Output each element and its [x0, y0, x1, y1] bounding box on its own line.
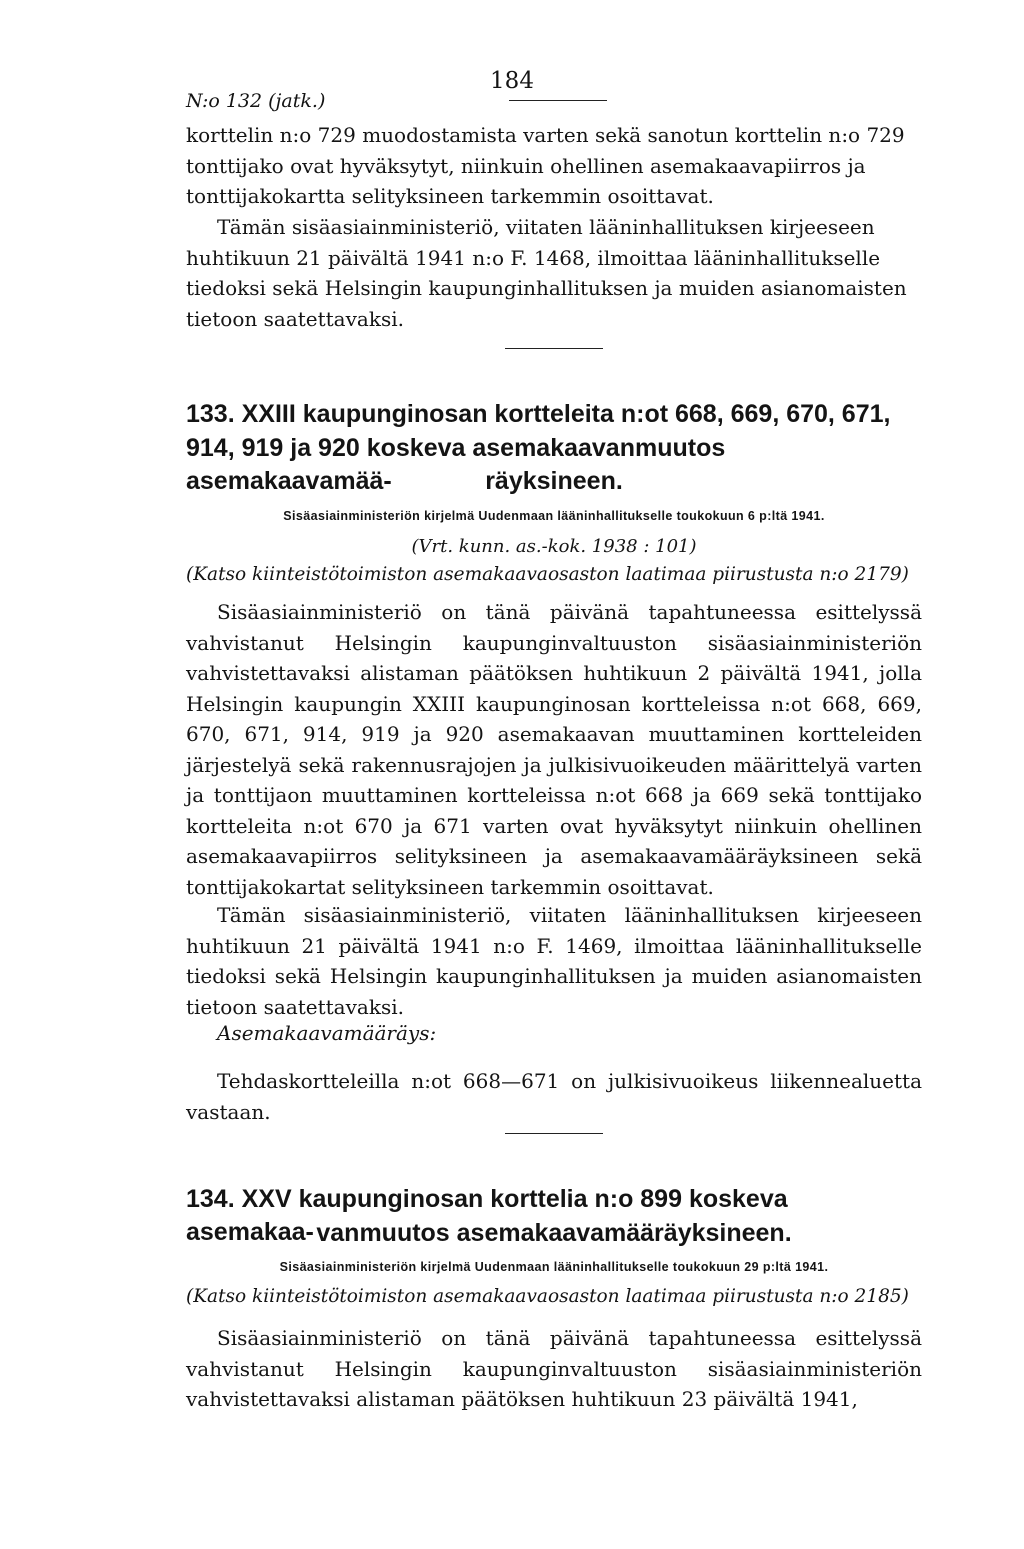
- section-divider-2: [505, 1133, 603, 1134]
- continuation-paragraph-2: Tämän sisäasiainministeriö, viitaten lääninhallituksen kirjeeseen huhtikuun 21 päivältä 1941 n:o F. 1468, ilmoittaa lääninhallitukselle tiedoksi sekä Helsingin kaupunginhallituksen ja muiden asianomaisten tietoon saatettavaksi.: [186, 215, 907, 331]
- section-133-reference: (Vrt. kunn. as.-kok. 1938 : 101): [411, 536, 697, 557]
- section-133-drawing-note: (Katso kiinteistötoimiston asemakaavaosaston laatimaa piirustusta n:o 2179): [186, 564, 909, 585]
- continuation-paragraph-1: korttelin n:o 729 muodostamista varten sekä sanotun korttelin n:o 729 tonttijako ovat hyväksytyt, niinkuin ohellinen asemakaavapiirros ja tonttijakokartta selityksineen tarkemmin osoittavat.: [186, 123, 905, 208]
- section-134-paragraph-1: Sisäasiainministeriö on tänä päivänä tapahtuneessa esittelyssä vahvistanut Helsingin kaupunginvaltuuston sisäasiainministeriön vahvistettavaksi alistaman päätöksen huhtikuun 23 päivältä 1941,: [186, 1326, 922, 1411]
- page-number: 184: [490, 68, 534, 94]
- section-divider: [505, 348, 603, 349]
- running-header: N:o 132 (jatk.): [186, 90, 326, 112]
- section-133-source: Sisäasiainministeriön kirjelmä Uudenmaan lääninhallitukselle toukokuun 6 p:ltä 1941.: [283, 509, 825, 523]
- section-133-subheading: Asemakaavamääräys:: [217, 1021, 437, 1045]
- section-134-drawing-note: (Katso kiinteistötoimiston asemakaavaosaston laatimaa piirustusta n:o 2185): [186, 1286, 909, 1307]
- section-134-source: Sisäasiainministeriön kirjelmä Uudenmaan lääninhallitukselle toukokuun 29 p:ltä 1941.: [279, 1260, 829, 1274]
- section-133-title-line-1: XXIII kaupunginosan kortteleita n:ot 668, 669, 670, 671,: [241, 400, 891, 428]
- section-134-title-line-2-wrap: [186, 1217, 922, 1250]
- section-133-paragraph-2: Tämän sisäasiainministeriö, viitaten lääninhallituksen kirjeeseen huhtikuun 21 päivältä 1941 n:o F. 1469, ilmoittaa lääninhallitukselle tiedoksi sekä Helsingin kaupunginhallituksen ja muiden asianomaisten tietoon saatettavaksi.: [186, 903, 922, 1019]
- section-133-paragraph-1: Sisäasiainministeriö on tänä päivänä tapahtuneessa esittelyssä vahvistanut Helsingin kaupunginvaltuuston sisäasiainministeriön vahvistettavaksi alistaman päätöksen huhtikuun 2 päivältä 1941, jolla Helsingin kaupungin XXIII kaupunginosan kortteleissa n:ot 668, 669, 670, 671, 914, 919 ja 920 asemakaavan muuttaminen kortteleiden järjestelyä sekä rakennusrajojen ja julkisivuoikeuden määrittelyä varten ja tonttijaon muuttaminen kortteleissa n:ot 668 ja 669 sekä tonttijako kortteleita n:ot 670 ja 671 varten ovat hyväksytyt niinkuin ohellinen asemakaavapiirros selityksineen ja asemakaavamääräyksineen sekä tonttijakokartat selityksineen tarkemmin osoittavat.: [186, 600, 922, 899]
- section-133-number: 133.: [186, 400, 235, 428]
- section-134-title-line-1: XXV kaupunginosan korttelia n:o 899 koskeva asemakaa-: [186, 1185, 788, 1246]
- section-133-title-line-3-wrap: [186, 465, 922, 498]
- section-133-regulation: Tehdaskortteleilla n:ot 668—671 on julkisivuoikeus liikennealuetta vastaan.: [186, 1069, 922, 1124]
- section-133-title: [186, 398, 922, 431]
- section-134-number: 134.: [186, 1185, 235, 1213]
- section-133-title-line-2: 914, 919 ja 920 koskeva asemakaavanmuutos asemakaavamää-: [186, 434, 726, 495]
- header-rule: [509, 100, 607, 101]
- section-133-title-line-3: räyksineen.: [485, 467, 623, 495]
- section-134-title-line-2: vanmuutos asemakaavamääräyksineen.: [316, 1219, 792, 1247]
